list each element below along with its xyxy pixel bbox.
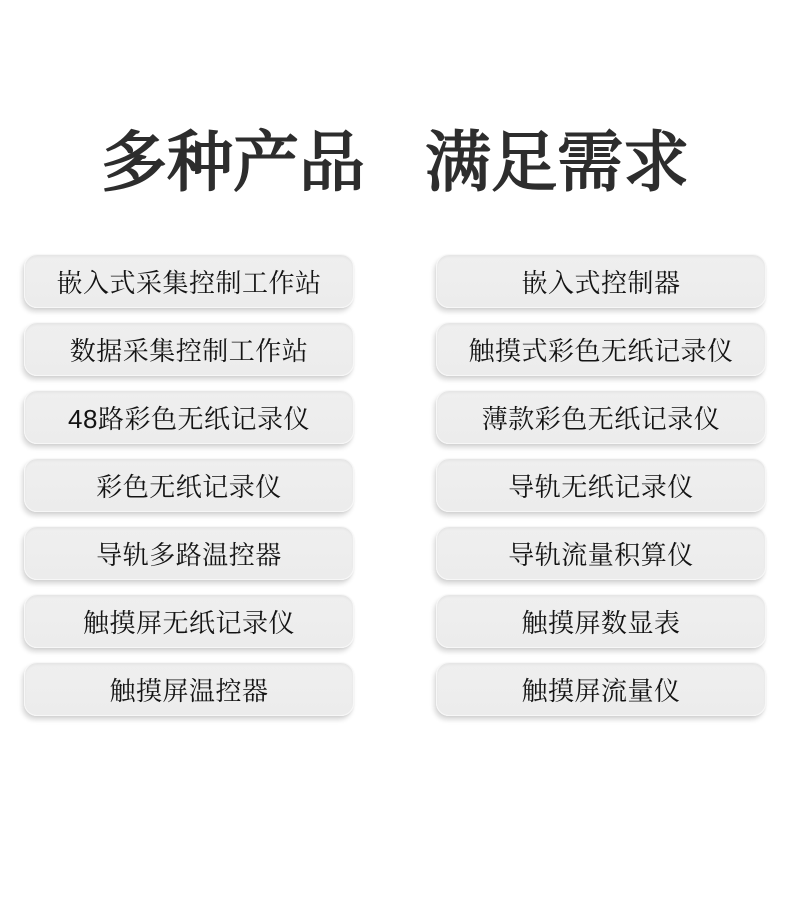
product-column-left xyxy=(24,254,354,716)
product-button-left-4[interactable]: 彩色无纸记录仪 xyxy=(24,458,354,512)
product-button-left-2[interactable]: 数据采集控制工作站 xyxy=(24,322,354,376)
page-title xyxy=(0,126,790,208)
product-button-right-7[interactable]: 触摸屏流量仪 xyxy=(436,662,766,716)
page-title-part-2: 满足需求 xyxy=(425,125,689,199)
product-button-left-1[interactable]: 嵌入式采集控制工作站 xyxy=(24,254,354,308)
product-button-left-7[interactable]: 触摸屏温控器 xyxy=(24,662,354,716)
product-grid xyxy=(0,254,790,716)
product-button-left-6[interactable]: 触摸屏无纸记录仪 xyxy=(24,594,354,648)
page-title-part-1: 多种产品 xyxy=(101,125,365,199)
product-button-right-1[interactable]: 嵌入式控制器 xyxy=(436,254,766,308)
product-button-right-2[interactable]: 触摸式彩色无纸记录仪 xyxy=(436,322,766,376)
product-button-left-5[interactable]: 导轨多路温控器 xyxy=(24,526,354,580)
product-overview-page xyxy=(0,126,790,906)
product-button-right-5[interactable]: 导轨流量积算仪 xyxy=(436,526,766,580)
product-button-right-6[interactable]: 触摸屏数显表 xyxy=(436,594,766,648)
product-button-right-3[interactable]: 薄款彩色无纸记录仪 xyxy=(436,390,766,444)
product-button-right-4[interactable]: 导轨无纸记录仪 xyxy=(436,458,766,512)
product-column-right xyxy=(436,254,766,716)
product-button-left-3[interactable]: 48路彩色无纸记录仪 xyxy=(24,390,354,444)
